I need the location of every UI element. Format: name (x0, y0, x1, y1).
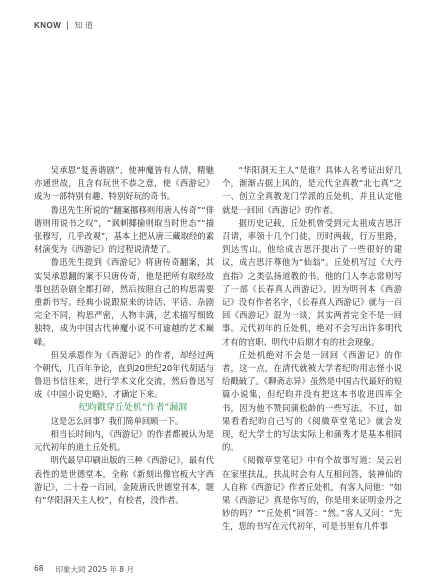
paragraph: 鲁迅先生提到《西游记》将唐传奇翻案，其实吴承恩翻的案不只唐传奇，他是把所有取经故事包括杂剧全都打碎，然后按照自己的构思需要重新书写。经典小说跟原来的诗话、平话、杂剧完全不同，构思严密，人物丰满，艺术描写细致独特，成为中国古代神魔小说不可逾越的艺术巅峰。 (34, 257, 214, 347)
paragraph: 据历史记载，丘处机曾受到元太祖成吉思汗召请，率领十几个门徒，历时两载，行万里路，到达雪山。他给成吉思汗提出了一些很好的建议，成吉思汗尊他为“仙翁”。丘处机写过《大丹直指》之类弘扬道教的书。他的门人李志常则写了一部《长春真人西游记》。因为明刊本《西游记》没有作者名字，《长春真人西游记》就与一百回《西游记》混为一谈，其实两者完全不是一回事。元代初年的丘处机，绝对不会写出许多明代才有的官职、明代中后期才有的社会现象。 (222, 217, 402, 347)
right-column (222, 164, 402, 534)
section-label-cn: 知 道 (74, 21, 93, 30)
paragraph: 鲁迅先生所说的“翻案挪移则用唐人传奇”“俳谐则用说书之叹”，“讽刺揶揄则取当时世态”“描张穆写，几乎改观”，基本上把从唐三藏取经的素材演变为《西游记》的过程说清楚了。 (34, 204, 214, 255)
publication-name: 印象大同 2025 年 8 月 (55, 565, 134, 574)
left-column (34, 164, 214, 507)
section-subheading: 纪昀戳穿丘处机“作者”漏洞 (78, 402, 188, 413)
page-number: 68 (34, 564, 44, 573)
paragraph: 丘处机绝对不会是一回回《西游记》的作者，这一点，在清代就被大学者纪昀用志怪小说给戳破了。《聊斋志异》虽然是中国古代最好的短篇小说集，但纪昀并没有把这本书收进四库全书，因为他不赞同蒲松龄的一些写法。不过，如果看看纪昀自己写的《阅微草堂笔记》就会发现，纪大学士的写法实际上和蒲秀才是基本相同的。 (222, 349, 402, 453)
header-divider (67, 21, 68, 30)
section-label-en: KNOW (34, 21, 62, 30)
paragraph: 《阅微草堂笔记》中有个故事写道：吴云岩在家里扶乩，扶乩时会有人互相问答，装神仙的人自称《西游记》作者丘处机，有客人问他：“如果《西游记》真是你写的，你是用来证明金丹之妙的吗？”“丘处机”回答：“然。”客人又问：“先生，您的书写在元代初年，可是书里有几件事 (222, 455, 402, 532)
paragraph: 明代最早印刷出版的三种《西游记》，最有代表性的是世德堂本，全称《新刻出像官板大字西游记》，二十卷一百回，金陵唐氏世德堂刊本，题有“华阳洞天主人校”，有校者，没作者。 (34, 455, 214, 506)
paragraph: 吴承恩“复善谐剧”，使神魔皆有人情，精魅亦通世故，且含有玩世不恭之意，使《西游记》成为一部特别有趣、特别好玩的奇书。 (34, 165, 214, 202)
page-footer (34, 564, 134, 575)
paragraph: 相当长时间内，《西游记》的作者都被认为是元代初年的道士丘处机。 (34, 429, 214, 453)
paragraph: “华阳洞天主人”是谁？具体人名考证出好几个，渐渐占据上风的，是元代全真教“北七真”之一、创立全真教龙门学派的丘处机，并且认定他就是一回回《西游记》的作者。 (222, 165, 402, 215)
paragraph: 这是怎么回事？我们简单回顾一下。 (50, 415, 184, 426)
page-header (34, 20, 93, 31)
paragraph: 但吴承恩作为《西游记》的作者，却经过两个朝代，几百年争论，直到20世纪20年代胡适与鲁迅书信往来，进行学术文化交流，然后鲁迅写成《中国小说史略》，才确定下来。 (34, 349, 214, 400)
